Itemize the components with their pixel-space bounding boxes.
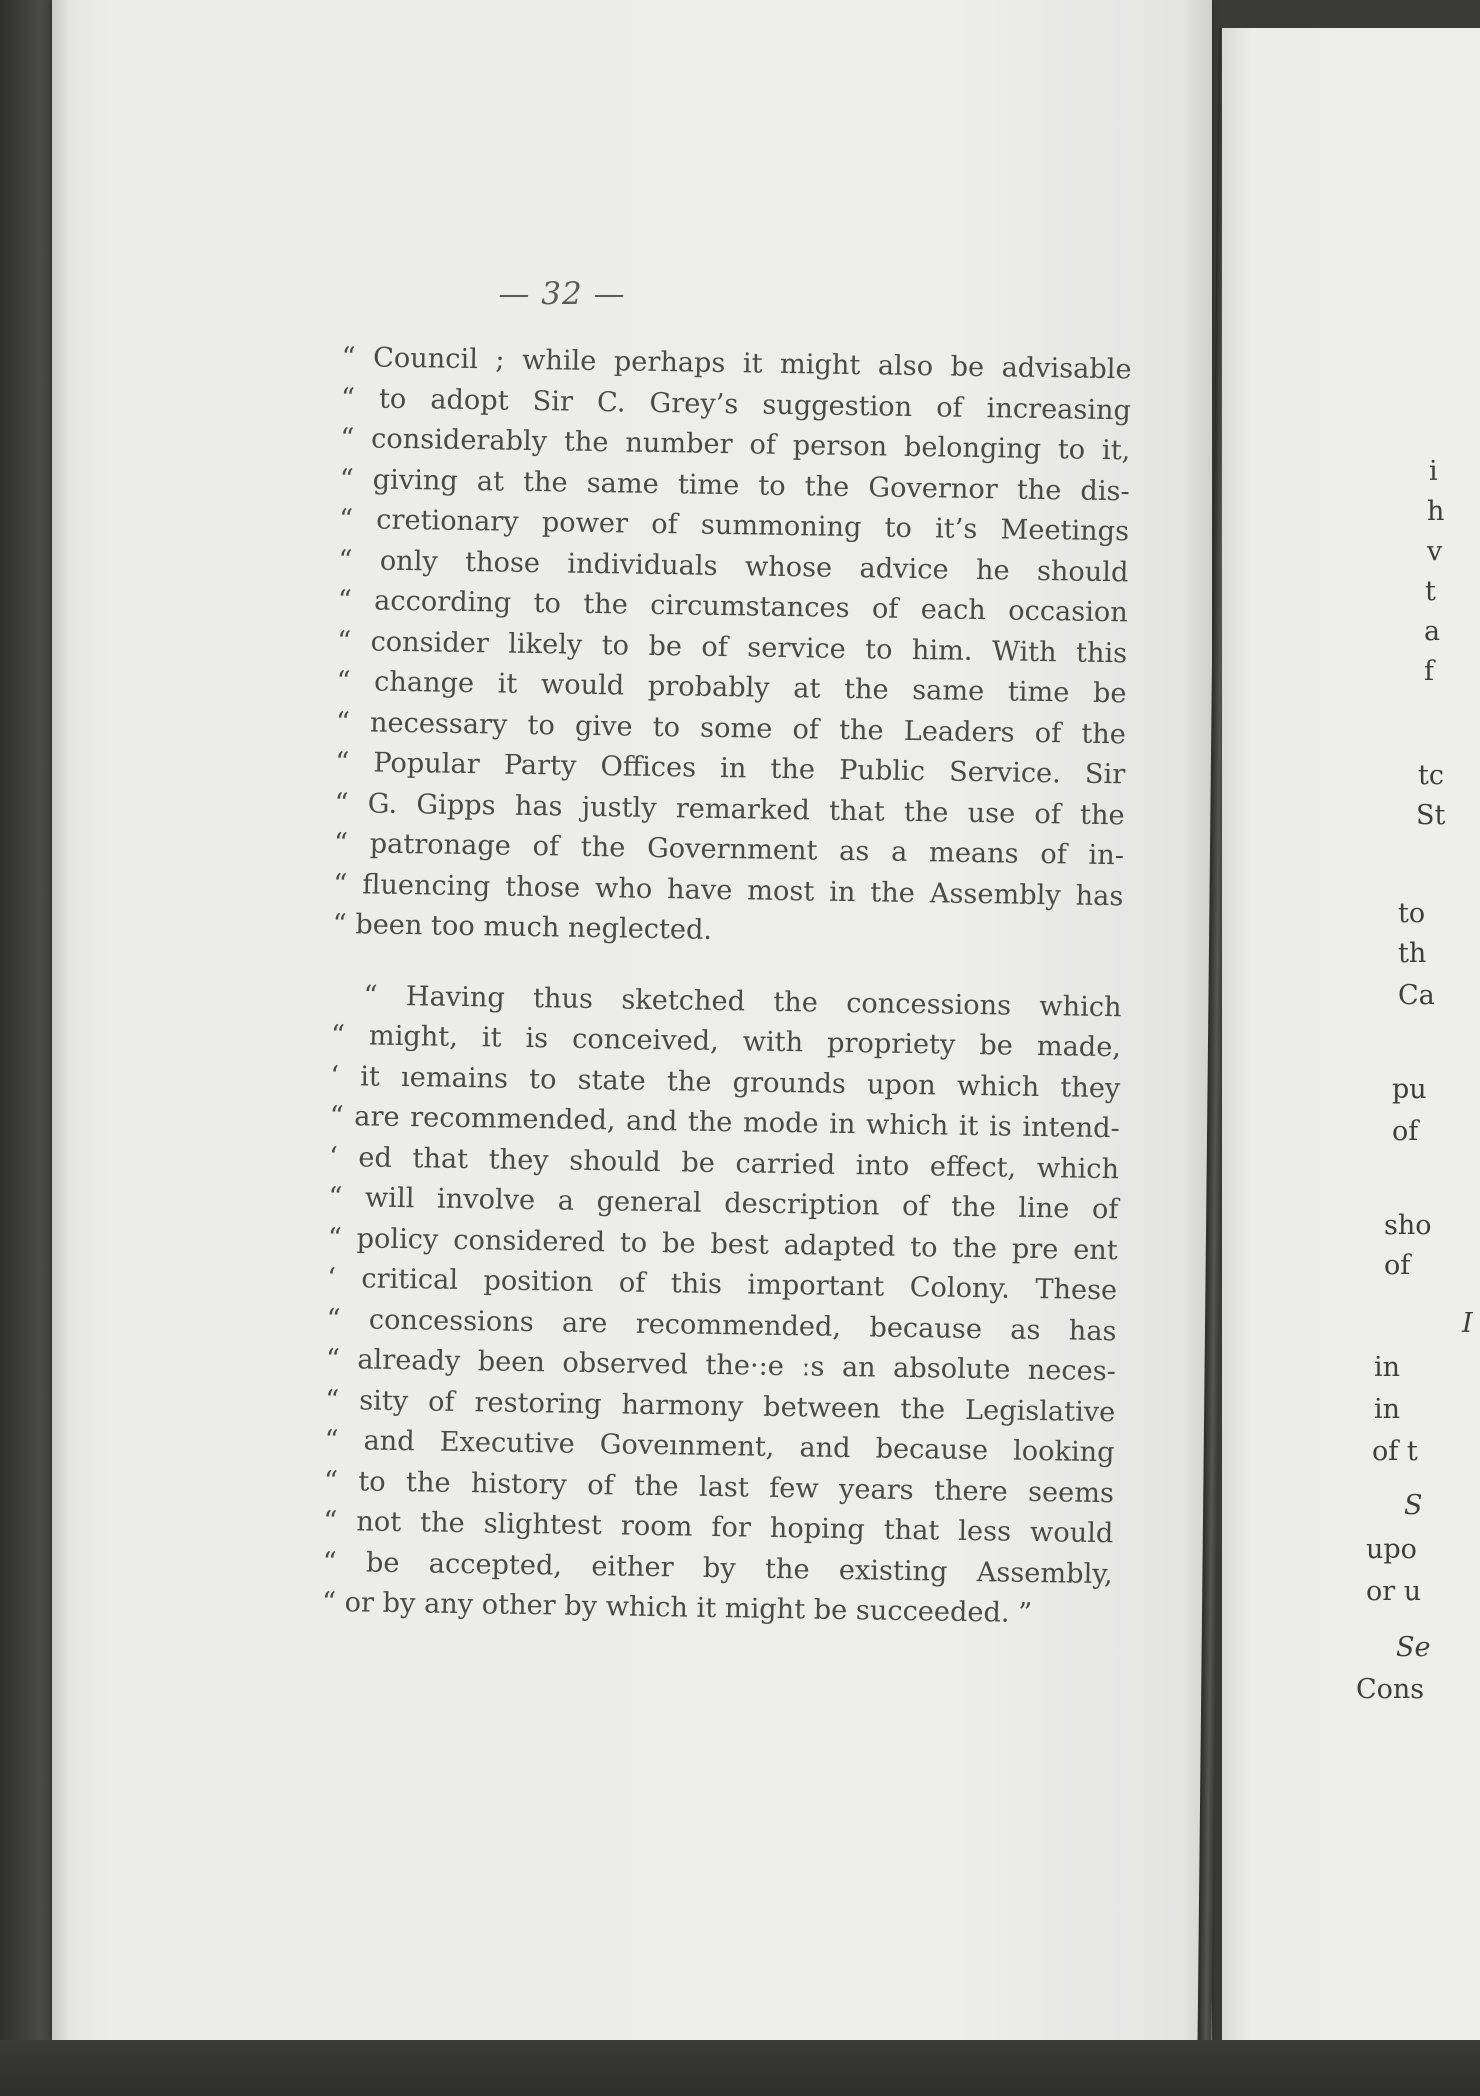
text-line: “ are recommended, and the mode in which it is intend-	[329, 1100, 1120, 1145]
page-number: — 32 —	[498, 276, 626, 312]
text-line: “ Having thus sketched the concessions which	[363, 979, 1122, 1023]
text-line: “ to the history of the last few years there seems	[323, 1465, 1115, 1509]
facing-fragment: of	[1384, 1250, 1411, 1281]
text-line: “ Popular Party Offices in the Public Service. Sir	[335, 746, 1126, 791]
text-line: “ might, it is conceived, with propriety be made,	[330, 1019, 1122, 1064]
text-line: “ and Executive Goveınment, and because looking	[324, 1424, 1115, 1469]
facing-fragment: I	[1462, 1308, 1473, 1339]
text-line: “ consider likely to be of service to him. With this	[336, 625, 1128, 669]
text-line: “ Council ; while perhaps it might also be advisable	[341, 341, 1132, 386]
facing-fragment: to	[1398, 898, 1426, 929]
facing-fragment: v	[1427, 536, 1443, 567]
text-line: ‘ it ıemains to state the grounds upon which they	[330, 1060, 1121, 1104]
text-line: “ change it would probably at the same time be	[336, 665, 1127, 710]
facing-fragment: St	[1416, 800, 1446, 831]
text-line: “ giving at the same time to the Governor the dis-	[339, 463, 1130, 507]
text-line: “ already been observed the·:e ːs an absolute neces-	[325, 1343, 1117, 1388]
text-line: ‘ critical position of this important Colony. These	[326, 1262, 1118, 1307]
facing-fragment: Se	[1396, 1632, 1431, 1663]
text-line: “ necessary to give to some of the Leaders of the	[335, 706, 1127, 750]
facing-fragment: tc	[1418, 760, 1444, 791]
facing-fragment: sho	[1384, 1210, 1432, 1241]
text-line: “ be accepted, either by the existing Assembly,	[322, 1546, 1113, 1590]
text-line: “ will involve a general description of the line of	[328, 1181, 1119, 1226]
facing-fragment: or u	[1366, 1576, 1422, 1607]
text-line: “ patronage of the Government as a means of in-	[333, 827, 1125, 872]
text-line: “ policy considered to be best adapted to the pre ent	[327, 1222, 1119, 1266]
text-line: “ cretionary power of summoning to it’s Meetings	[338, 503, 1130, 548]
text-line: “ concessions are recommended, because as has	[326, 1303, 1117, 1347]
text-line: “ or by any other by which it might be succeeded. ”	[321, 1586, 1033, 1629]
facing-fragment: in	[1374, 1352, 1401, 1383]
text-line: “ according to the circumstances of each occasion	[337, 584, 1129, 629]
facing-fragment: in	[1374, 1394, 1401, 1425]
facing-fragment: Cons	[1356, 1674, 1425, 1705]
text-line: “ considerably the number of person belonging to it,	[340, 422, 1131, 467]
text-line: “ been too much neglected.	[332, 908, 713, 946]
facing-fragment: of	[1392, 1116, 1419, 1147]
facing-fragment: S	[1404, 1490, 1423, 1521]
text-line: “ to adopt Sir C. Grey’s suggestion of increasing	[340, 382, 1132, 426]
facing-page-text	[1222, 28, 1480, 2058]
body-text	[322, 338, 1132, 1636]
text-line: “ sity of restoring harmony between the Legislative	[325, 1384, 1116, 1428]
text-line: “ not the slightest room for hoping that less would	[323, 1505, 1114, 1550]
left-page	[52, 0, 1212, 2040]
text-line: “ fluencing those who have most in the Assembly has	[333, 868, 1124, 912]
facing-fragment: th	[1398, 938, 1427, 969]
scanner-bottom-edge	[0, 2040, 1480, 2096]
text-line: ‘ ed that they should be carried into effect, which	[328, 1141, 1120, 1185]
facing-fragment: pu	[1392, 1074, 1427, 1105]
text-line: “ only those individuals whose advice he should	[338, 544, 1129, 588]
facing-fragment: i	[1429, 456, 1438, 487]
facing-fragment: Ca	[1398, 980, 1435, 1011]
facing-fragment: f	[1424, 656, 1434, 687]
facing-fragment: h	[1427, 496, 1445, 527]
facing-fragment: upo	[1366, 1534, 1417, 1565]
facing-fragment: of t	[1372, 1436, 1418, 1467]
facing-fragment: a	[1424, 616, 1441, 647]
text-line: “ G. Gipps has justly remarked that the use of the	[334, 787, 1125, 831]
facing-fragment: t	[1425, 576, 1436, 607]
